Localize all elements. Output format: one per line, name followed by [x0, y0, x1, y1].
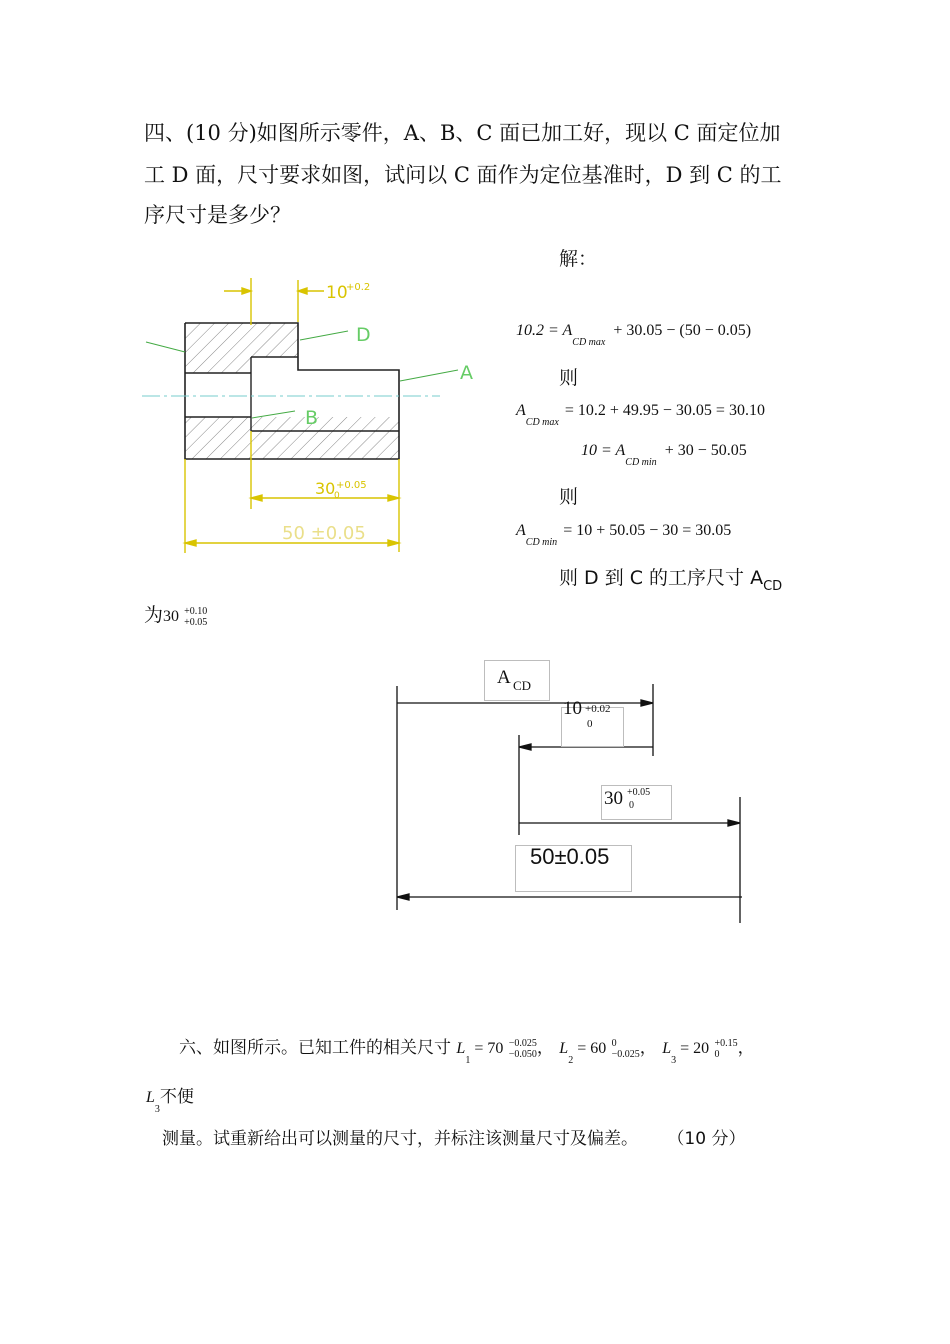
- answer-value: 30: [163, 608, 180, 625]
- fig1-label-10: 10: [326, 283, 348, 303]
- fig1-label-D: D: [356, 324, 371, 346]
- eq4-right: = 10 + 50.05 − 30 = 30.05: [563, 522, 732, 539]
- eq3-left: 10 = A: [581, 442, 626, 459]
- eq2-right: = 10.2 + 49.95 − 30.05 = 30.10: [564, 402, 765, 419]
- eq4-left: A: [516, 522, 526, 539]
- answer-prefix: 为: [144, 604, 164, 626]
- q6-L3b: L: [146, 1089, 155, 1106]
- q6-L2-tol: 0 −0.025: [611, 1037, 640, 1060]
- acd-box: [484, 660, 550, 701]
- fig1-label-A: A: [460, 362, 473, 384]
- fig1-label-30-lower: 0: [334, 491, 340, 501]
- dim30-upper: +0.05: [627, 787, 651, 798]
- answer-lower: +0.05: [184, 616, 208, 628]
- eq1-sub: CD max: [572, 337, 606, 348]
- eq2-left: A: [516, 402, 526, 419]
- eq2-sub: CD max: [525, 417, 559, 428]
- dim10-upper: +0.02: [585, 703, 611, 715]
- q6-line3-text: 测量。试重新给出可以测量的尺寸，并标注该测量尺寸及偏差。: [162, 1129, 638, 1149]
- fig1-label-50: 50 ±0.05: [282, 523, 366, 544]
- eq1-right: + 30.05 − (50 − 0.05): [613, 322, 752, 339]
- q6-intro: 六、如图所示。已知工件的相关尺寸: [179, 1038, 451, 1058]
- fig1-label-B: B: [305, 407, 319, 429]
- acd-sub: CD: [513, 678, 532, 693]
- dim30-box: [601, 785, 672, 820]
- dim50: 50±0.05: [530, 844, 610, 869]
- q6-L3-tol: +0.15 0: [714, 1037, 738, 1060]
- q6-points: （10 分）: [667, 1129, 746, 1149]
- q6-L1: $L_1 = 70$: [456, 1040, 504, 1066]
- dim30-lower: 0: [629, 800, 634, 811]
- q6-line1: 六、如图所示。已知工件的相关尺寸 $L_1 = 70 -0.025$ −0.050， $L_2 = 60$ 0 −0.025， $L_3 = 20 +0.15$ 0 ，: [179, 1037, 755, 1066]
- eq4-sub: CD min: [525, 537, 558, 548]
- solution-then1: 则: [559, 367, 579, 389]
- q6-line3: [162, 1124, 745, 1149]
- q6-L2: $L_2 = 60$: [559, 1040, 607, 1066]
- eq3-right: + 30 − 50.05: [664, 442, 747, 459]
- dim10-lower: 0: [587, 718, 593, 730]
- fig1-label-10-tol: +0.2: [346, 282, 371, 293]
- solution-then2: 则: [559, 486, 579, 508]
- dim50-box: [515, 845, 632, 892]
- q4-line2: 工 D 面，尺寸要求如图，试问以 C 面作为定位基准时，D 到 C 的工: [144, 163, 782, 187]
- acd-label: A: [497, 667, 511, 688]
- q6-L3: $L_3 = 20$: [662, 1040, 710, 1066]
- q6-inconvenient: 不便: [159, 1087, 194, 1107]
- dim10: 10: [563, 698, 582, 719]
- eq1-left: 10.2 = A: [516, 322, 573, 339]
- q6-L3b-sub: 3: [154, 1104, 160, 1115]
- fig1-label-30: 30: [315, 479, 336, 498]
- conclusion-text: 则 D 到 C 的工序尺寸 A: [559, 567, 764, 589]
- q4-line1: 四、(10 分)如图所示零件，A、B、C 面已加工好，现以 C 面定位加: [144, 121, 781, 145]
- conclusion-sub: CD: [763, 579, 783, 594]
- q4-line3: 序尺寸是多少？: [144, 203, 291, 227]
- q6-line2: [146, 1082, 194, 1115]
- eq3-sub: CD min: [625, 457, 657, 468]
- fig1-label-30-upper: +0.05: [336, 480, 367, 491]
- answer-upper: +0.10: [184, 605, 208, 617]
- q6-L1-tol: −0.025 −0.050: [508, 1037, 537, 1060]
- solution-heading: 解：: [559, 248, 598, 270]
- dim30: 30: [604, 788, 623, 809]
